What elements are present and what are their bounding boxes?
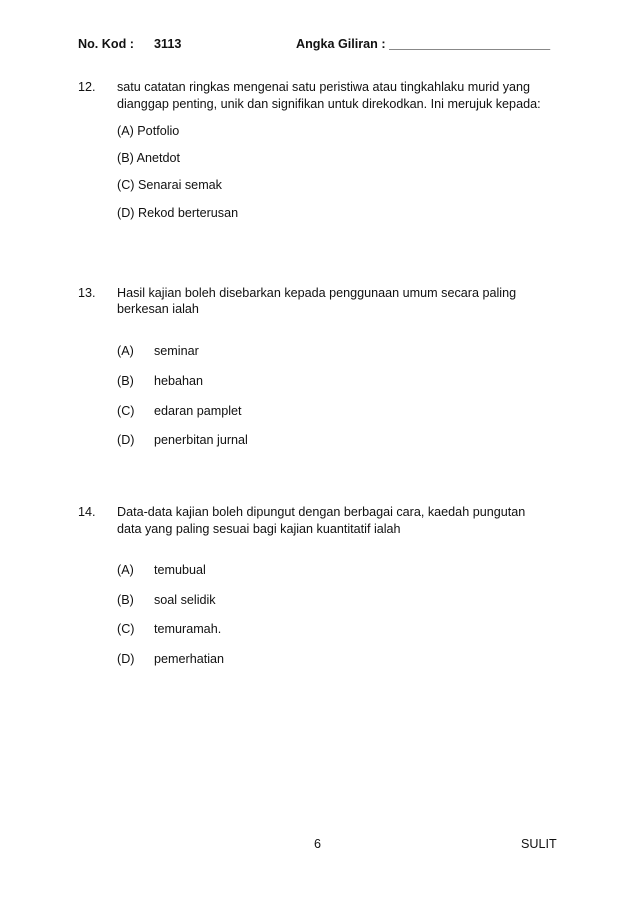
option-b-text: soal selidik [154, 593, 216, 607]
option-d-text: penerbitan jurnal [154, 433, 248, 447]
option-b: (B) Anetdot [117, 151, 181, 165]
question-text-line-2: dianggap penting, unik dan signifikan untuk direkodkan. Ini merujuk kepada: [117, 97, 541, 111]
code-label: No. Kod : [78, 37, 134, 51]
option-b-text: hebahan [154, 374, 204, 388]
classification-label: SULIT [521, 837, 557, 851]
question-text-line-1: satu catatan ringkas mengenai satu peristiwa atau tingkahlaku murid yang [117, 80, 531, 94]
option-a-text: temubual [154, 563, 206, 577]
option-c-text: temuramah. [154, 622, 222, 636]
question-number: 14. [78, 505, 96, 519]
option-d-letter: (D) [117, 433, 135, 447]
option-b-letter: (B) [117, 593, 134, 607]
question-number: 12. [78, 80, 96, 94]
question-text-line-2: berkesan ialah [117, 302, 199, 316]
option-c-letter: (C) [117, 622, 135, 636]
question-number: 13. [78, 286, 96, 300]
option-c-text: edaran pamplet [154, 404, 242, 418]
option-d-text: pemerhatian [154, 652, 225, 666]
option-a: (A) Potfolio [117, 124, 180, 138]
option-a-text: seminar [154, 344, 199, 358]
option-d-letter: (D) [117, 652, 135, 666]
option-a-letter: (A) [117, 563, 134, 577]
question-text-line-1: Data-data kajian boleh dipungut dengan berbagai cara, kaedah pungutan [117, 505, 526, 519]
option-d: (D) Rekod berterusan [117, 206, 239, 220]
question-text-line-2: data yang paling sesuai bagi kajian kuantitatif ialah [117, 522, 401, 536]
option-a-letter: (A) [117, 344, 134, 358]
code-value: 3113 [154, 37, 182, 51]
option-b-letter: (B) [117, 374, 134, 388]
option-c: (C) Senarai semak [117, 178, 222, 192]
turn-number-field: Angka Giliran : _______________________ [296, 37, 551, 51]
page-number: 6 [314, 837, 322, 851]
option-c-letter: (C) [117, 404, 135, 418]
question-text-line-1: Hasil kajian boleh disebarkan kepada penggunaan umum secara paling [117, 286, 517, 300]
